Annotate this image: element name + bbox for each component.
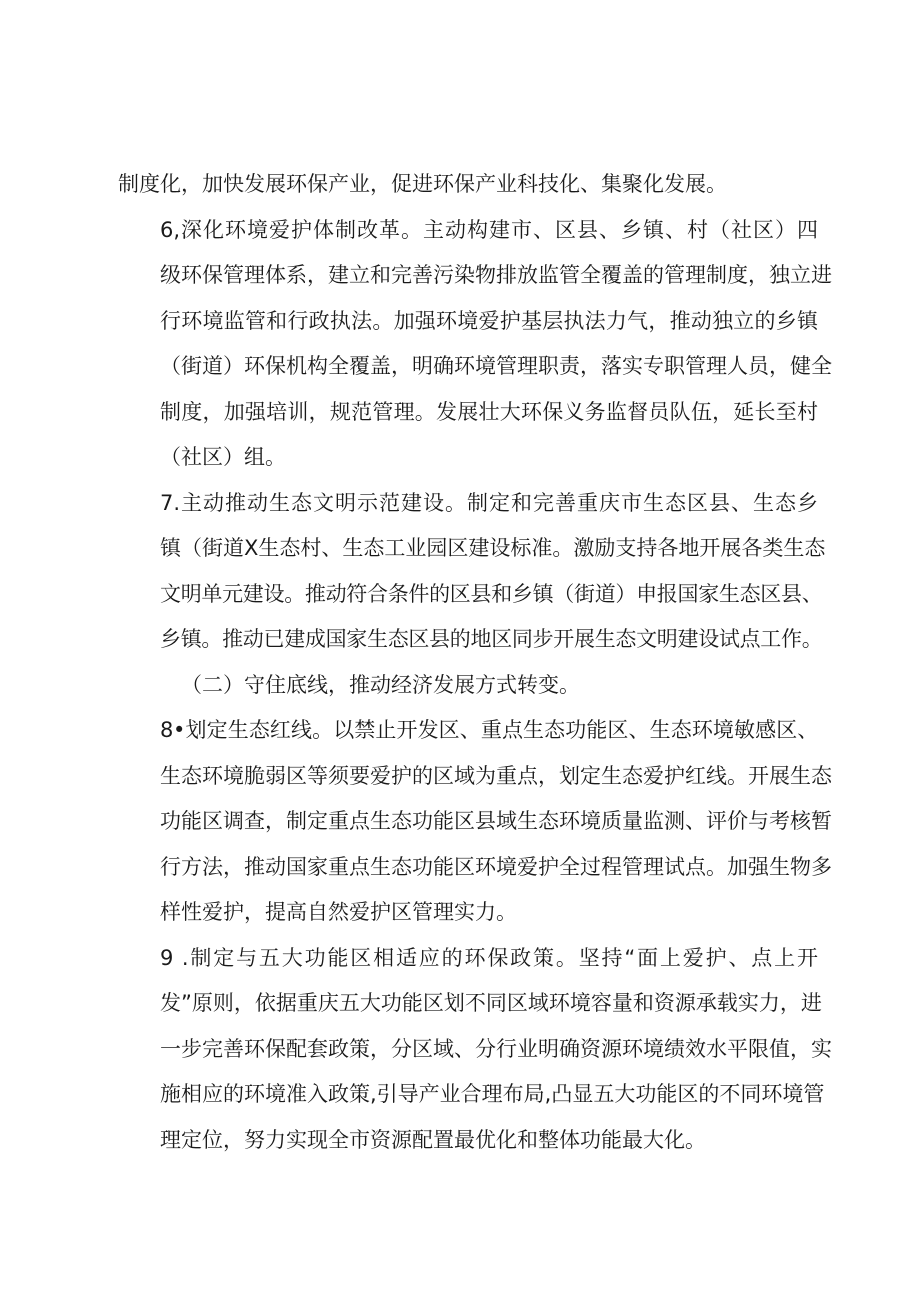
text-line: 理定位，努力实现全市资源配置最优化和整体功能最大化。 bbox=[160, 1127, 706, 1152]
text-line: 样性爱护，提高自然爱护区管理实力。 bbox=[160, 900, 517, 924]
text-line: 镇（街道X生态村、生态工业园区建设标准。激励支持各地开展各类生态 bbox=[160, 536, 826, 560]
text-line: 制度化，加快发展环保产业，促进环保产业科技化、集聚化发展。 bbox=[118, 172, 727, 196]
paragraph-item-9 bbox=[118, 936, 832, 1164]
text-line: 7.主动推动生态文明示范建设。制定和完善重庆市生态区县、生态乡 bbox=[160, 490, 818, 515]
text-line: 行环境监管和行政执法。加强环境爱护基层执法力气，推动独立的乡镇 bbox=[160, 308, 818, 333]
text-line: （二）守住底线，推动经济发展方式转变。 bbox=[181, 672, 580, 697]
paragraph-item-8 bbox=[118, 708, 832, 936]
text-line: 9 .制定与五大功能区相适应的环保政策。坚持“面上爱护、点上开 bbox=[160, 945, 818, 970]
text-line: 施相应的环境准入政策,引导产业合理布局,凸显五大功能区的不同环境管 bbox=[160, 1082, 825, 1106]
text-line: 行方法，推动国家重点生态功能区环境爱护全过程管理试点。加强生物多 bbox=[160, 854, 832, 879]
paragraph-item-7 bbox=[118, 481, 826, 663]
paragraph-item-6 bbox=[118, 208, 832, 481]
text-line: （社区）组。 bbox=[160, 445, 286, 469]
text-line: 发”原则，依据重庆五大功能区划不同区域环境容量和资源承载实力，进 bbox=[160, 991, 822, 1015]
text-line: （街道）环保机构全覆盖，明确环境管理职责，落实专职管理人员，健全 bbox=[160, 354, 832, 378]
text-line: 生态环境脆弱区等须要爱护的区域为重点，划定生态爱护红线。开展生态 bbox=[160, 763, 832, 788]
document-body bbox=[118, 162, 832, 1163]
text-line: 6,深化环境爱护体制改革。主动构建市、区县、乡镇、村（社区）四 bbox=[160, 217, 818, 242]
section-heading-2 bbox=[118, 663, 818, 709]
text-line: 制度，加强培训，规范管理。发展壮大环保义务监督员队伍，延长至村 bbox=[160, 399, 818, 424]
text-line: 功能区调查，制定重点生态功能区县域生态环境质量监测、评价与考核暂 bbox=[160, 809, 832, 833]
text-line: 级环保管理体系，建立和完善污染物排放监管全覆盖的管理制度，独立进 bbox=[160, 263, 832, 287]
text-line: 一步完善环保配套政策，分区域、分行业明确资源环境绩效水平限值，实 bbox=[160, 1036, 832, 1061]
paragraph-continuation bbox=[118, 162, 818, 208]
text-line: 8•划定生态红线。以禁止开发区、重点生态功能区、生态环境敏感区、 bbox=[160, 718, 818, 742]
text-line: 文明单元建设。推动符合条件的区县和乡镇（街道）申报国家生态区县、 bbox=[160, 581, 823, 606]
text-line: 乡镇。推动已建成国家生态区县的地区同步开展生态文明建设试点工作。 bbox=[160, 627, 823, 651]
